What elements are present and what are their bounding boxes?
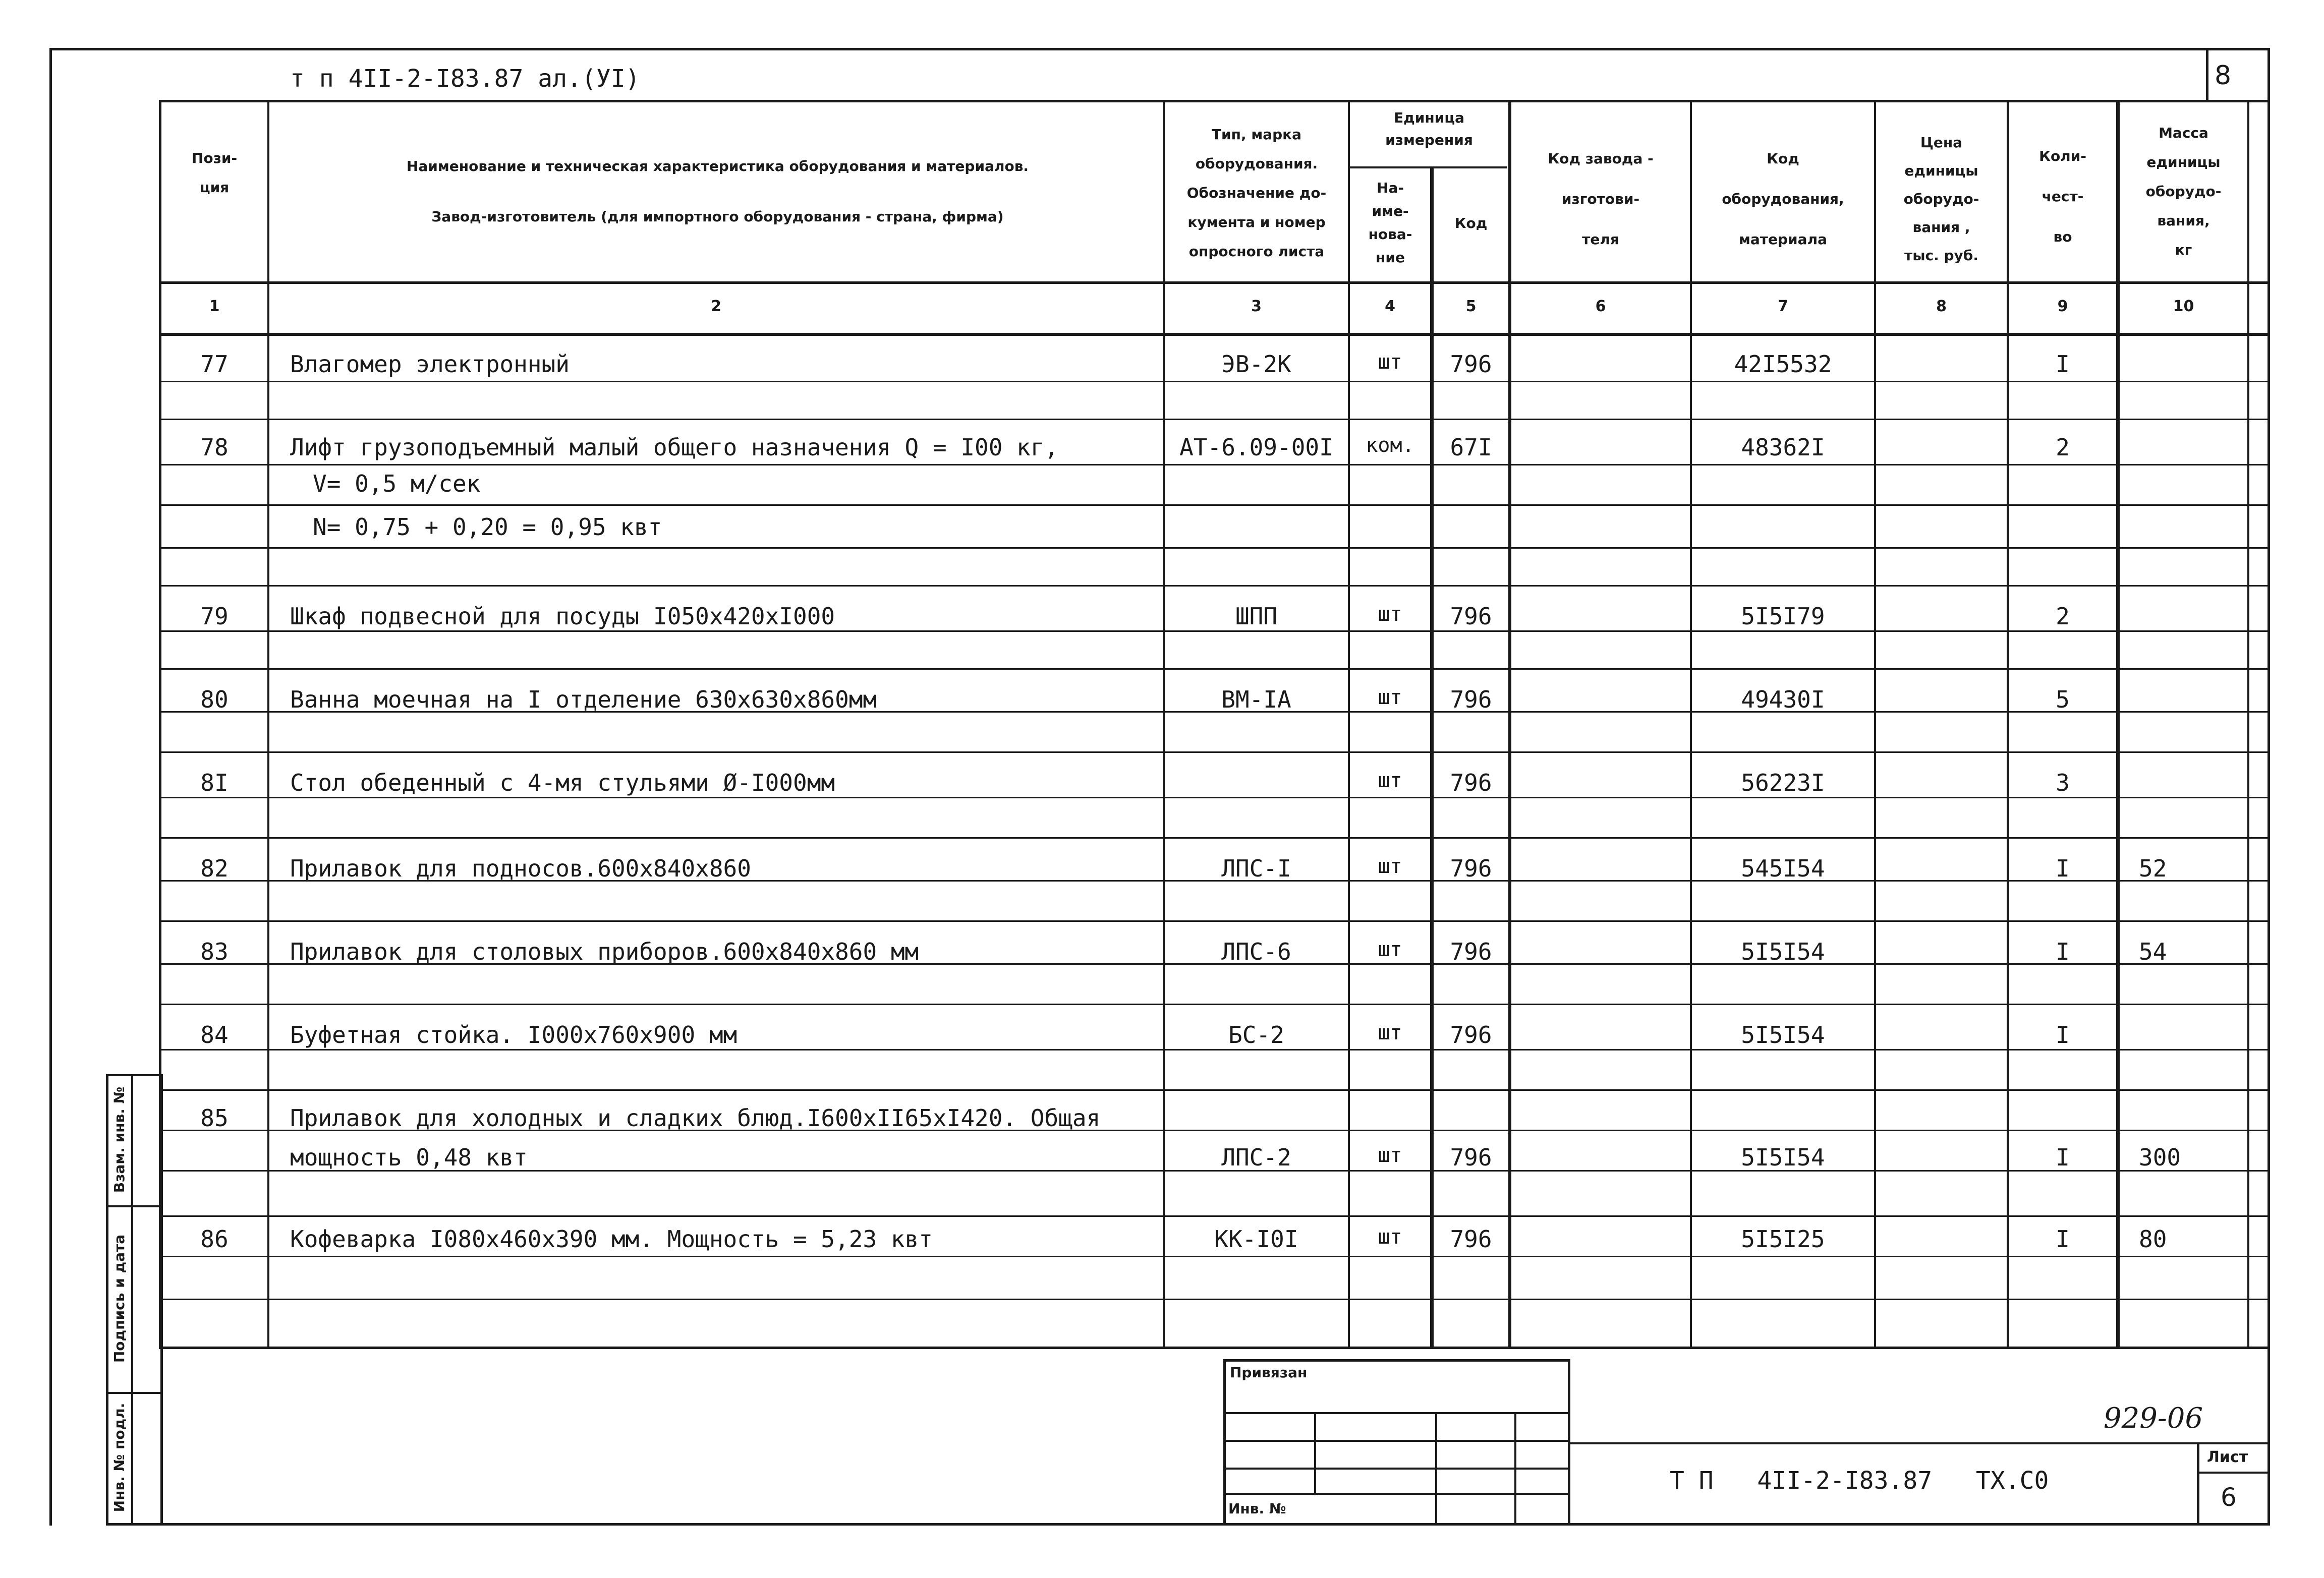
row-separator [159,1256,2268,1257]
cell-type: КК-I0I [1214,1225,1298,1253]
colnum-2: 2 [711,298,721,315]
sheet-label: Лист [2207,1448,2248,1466]
cell-name: Лифт грузоподъемный малый общего назначения Q = I00 кг, [290,434,1059,461]
cell-name: Влагомер электронный [290,350,570,378]
frame-left [49,48,52,1526]
cell-unit-code: 796 [1450,769,1492,796]
cell-position: 86 [200,1225,229,1253]
cell-name: Прилавок для подносов.600x840x860 [290,855,751,882]
page-number-top: 8 [2215,61,2232,91]
colnum-8: 8 [1936,298,1947,315]
header-bottom-line [159,281,2268,284]
cell-name: Прилавок для холодных и сладких блюд.I600xII65xI420. Общая [290,1104,1101,1132]
cell-unit: ком. [1366,434,1414,457]
cell-name: Стол обеденный с 4-мя стульями Ø-I000мм [290,769,835,796]
cell-equipment-code: 5I5I79 [1741,603,1825,630]
row-separator [159,1004,2268,1005]
stamp-row-1 [1223,1412,1569,1414]
cell-type: АТ-6.09-00I [1179,434,1333,461]
cell-name: N= 0,75 + 0,20 = 0,95 квт [313,513,662,541]
cell-unit-code: 796 [1450,1144,1492,1171]
header-position: Пози- ция [191,150,238,196]
cell-name: V= 0,5 м/сек [313,470,481,497]
table-bottom-line [159,1347,2268,1349]
cell-unit: шт [1378,1144,1402,1167]
colnum-7: 7 [1778,298,1788,315]
cell-equipment-code: 42I5532 [1734,350,1832,378]
cell-unit-code: 796 [1450,938,1492,965]
cell-unit-code: 67I [1450,434,1492,461]
cell-name: Прилавок для столовых приборов.600x840x860 мм [290,938,919,965]
cell-unit: шт [1378,686,1402,709]
cell-mass: 52 [2139,855,2167,882]
frame-top [49,48,2269,50]
cell-unit-code: 796 [1450,1021,1492,1048]
side-stamp-left [106,1074,108,1526]
row-separator [159,1049,2268,1050]
row-separator [159,419,2268,420]
row-separator [159,920,2268,922]
colnum-1: 1 [209,298,220,315]
cell-mass: 80 [2139,1225,2167,1253]
header-maker-code: Код завода - изготови- теля [1548,150,1654,248]
stamp-row-3 [1223,1468,1569,1470]
cell-unit-code: 796 [1450,1225,1492,1253]
cell-type: ШПП [1235,603,1278,630]
cell-unit: шт [1378,855,1402,878]
sheet-box-mid [2197,1472,2270,1474]
side-label-replacement: Взам. инв. № [111,1086,128,1193]
row-separator [159,797,2268,798]
side-stamp-div1 [106,1205,161,1207]
header-equipment-code: Код оборудования, материала [1722,150,1844,248]
cell-type: ВМ-IA [1221,686,1291,713]
cell-position: 80 [200,686,229,713]
cell-type: ЭВ-2К [1221,350,1291,378]
colnum-4: 4 [1385,298,1395,315]
cell-quantity: I [2056,938,2070,965]
cell-unit: шт [1378,938,1402,961]
side-label-signature: Подпись и дата [111,1234,128,1363]
header-unit-name: На- име- нова- ние [1368,180,1412,266]
row-separator [159,837,2268,839]
cell-unit-code: 796 [1450,350,1492,378]
cell-name: мощность 0,48 квт [290,1144,528,1171]
colnum-5: 5 [1465,298,1477,315]
col-line-5 [1430,166,1434,1348]
cell-name: Буфетная стойка. I000x760x900 мм [290,1021,738,1048]
row-separator [159,630,2268,632]
cell-unit: шт [1378,769,1402,792]
cell-quantity: I [2056,350,2070,378]
header-type: Тип, марка оборудования. Обозначение до- кумента и номер опросного листа [1186,126,1327,260]
header-mass: Масса единицы оборудо- вания, кг [2145,125,2222,258]
cell-unit: шт [1378,1225,1402,1249]
row-separator [159,464,2268,465]
sheet-box-left [2197,1442,2199,1526]
cell-quantity: I [2056,855,2070,882]
col-line-6 [1508,100,1511,1348]
colnum-9: 9 [2057,298,2068,315]
sheet-number: 6 [2221,1483,2237,1512]
colnum-6: 6 [1595,298,1606,315]
row-separator [159,751,2268,753]
cell-quantity: 3 [2056,769,2070,796]
cell-quantity: 2 [2056,603,2070,630]
cell-unit-code: 796 [1450,603,1492,630]
side-stamp-right [160,1074,163,1526]
cell-type: ЛПС-6 [1221,938,1291,965]
side-stamp-bottom [106,1523,2270,1526]
row-separator [159,1215,2268,1217]
side-label-inventory: Инв. № подл. [111,1402,128,1512]
cell-mass: 54 [2139,938,2167,965]
cell-equipment-code: 49430I [1741,686,1825,713]
table-top-line [159,100,2268,102]
stamp-row-4 [1223,1493,1569,1495]
header-unit-group: Единица измерения [1385,109,1473,148]
header-quantity: Коли- чест- во [2039,148,2086,245]
colnum-bottom-line [159,333,2268,336]
cell-unit-code: 796 [1450,686,1492,713]
stamp-row-2 [1223,1440,1569,1442]
row-separator [159,1089,2268,1091]
cell-type: ЛПС-I [1221,855,1291,882]
cell-name: Ванна моечная на I отделение 630x630x860мм [290,686,877,713]
stamp-privyazan: Привязан [1230,1364,1308,1381]
cell-position: 8I [200,769,229,796]
handwritten-number: 929-06 [2104,1402,2203,1435]
cell-equipment-code: 5I5I25 [1741,1225,1825,1253]
row-separator [159,547,2268,549]
cell-equipment-code: 56223I [1741,769,1825,796]
cell-quantity: I [2056,1021,2070,1048]
col-line-11 [2247,100,2249,1348]
colnum-3: 3 [1251,298,1262,315]
cell-quantity: 5 [2056,686,2070,713]
cell-unit: шт [1378,1021,1402,1044]
side-stamp-mid [131,1074,133,1526]
cell-type: БС-2 [1228,1021,1284,1048]
cell-unit-code: 796 [1450,855,1492,882]
cell-quantity: 2 [2056,434,2070,461]
stamp-doc-code: Т П 4II-2-I83.87 ТХ.С0 [1670,1467,2049,1495]
cell-equipment-code: 48362I [1741,434,1825,461]
col-line-10 [2116,100,2120,1348]
cell-equipment-code: 5I5I54 [1741,1144,1825,1171]
cell-position: 85 [200,1104,229,1132]
stamp-col-3 [1514,1412,1516,1526]
row-separator [159,668,2268,670]
stamp-inv-no: Инв. № [1228,1500,1286,1517]
cell-position: 77 [200,350,229,378]
header-unit-code: Код [1454,215,1488,231]
unit-group-line [1348,166,1507,168]
cell-mass: 300 [2139,1144,2181,1171]
cell-type: ЛПС-2 [1221,1144,1291,1171]
cell-position: 79 [200,603,229,630]
page-box-left [2206,48,2208,101]
header-price: Цена единицы оборудо- вания , тыс. руб. [1903,134,1979,264]
frame-right [2268,48,2270,1526]
header-name: Наименование и техническая характеристика оборудования и материалов. Завод-изготовитель (для импортного оборудования - страна, фирма) [406,158,1029,225]
row-separator [159,1299,2268,1300]
cell-quantity: I [2056,1144,2070,1171]
cell-name: Кофеварка I080x460x390 мм. Мощность = 5,23 квт [290,1225,933,1253]
stamp-box-left [1223,1359,1226,1526]
cell-position: 83 [200,938,229,965]
cell-position: 82 [200,855,229,882]
row-separator [159,504,2268,506]
colnum-10: 10 [2173,298,2194,315]
stamp-col-2 [1435,1412,1437,1526]
col-line-8 [1874,100,1876,1348]
stamp-box-top [1223,1359,1569,1362]
col-line-2 [267,100,269,1348]
cell-quantity: I [2056,1225,2070,1253]
cell-equipment-code: 5I5I54 [1741,938,1825,965]
cell-unit: шт [1378,603,1402,626]
row-separator [159,381,2268,382]
doc-code-top: т п 4II-2-I83.87 ал.(УI) [290,65,640,93]
stamp-col-1 [1314,1412,1316,1495]
cell-name: Шкаф подвесной для посуды I050x420xI000 [290,603,835,630]
cell-equipment-code: 545I54 [1741,855,1825,882]
cell-position: 84 [200,1021,229,1048]
cell-unit: шт [1378,350,1402,374]
cell-position: 78 [200,434,229,461]
cell-equipment-code: 5I5I54 [1741,1021,1825,1048]
title-block-top [1568,1442,2269,1444]
row-separator [159,585,2268,587]
